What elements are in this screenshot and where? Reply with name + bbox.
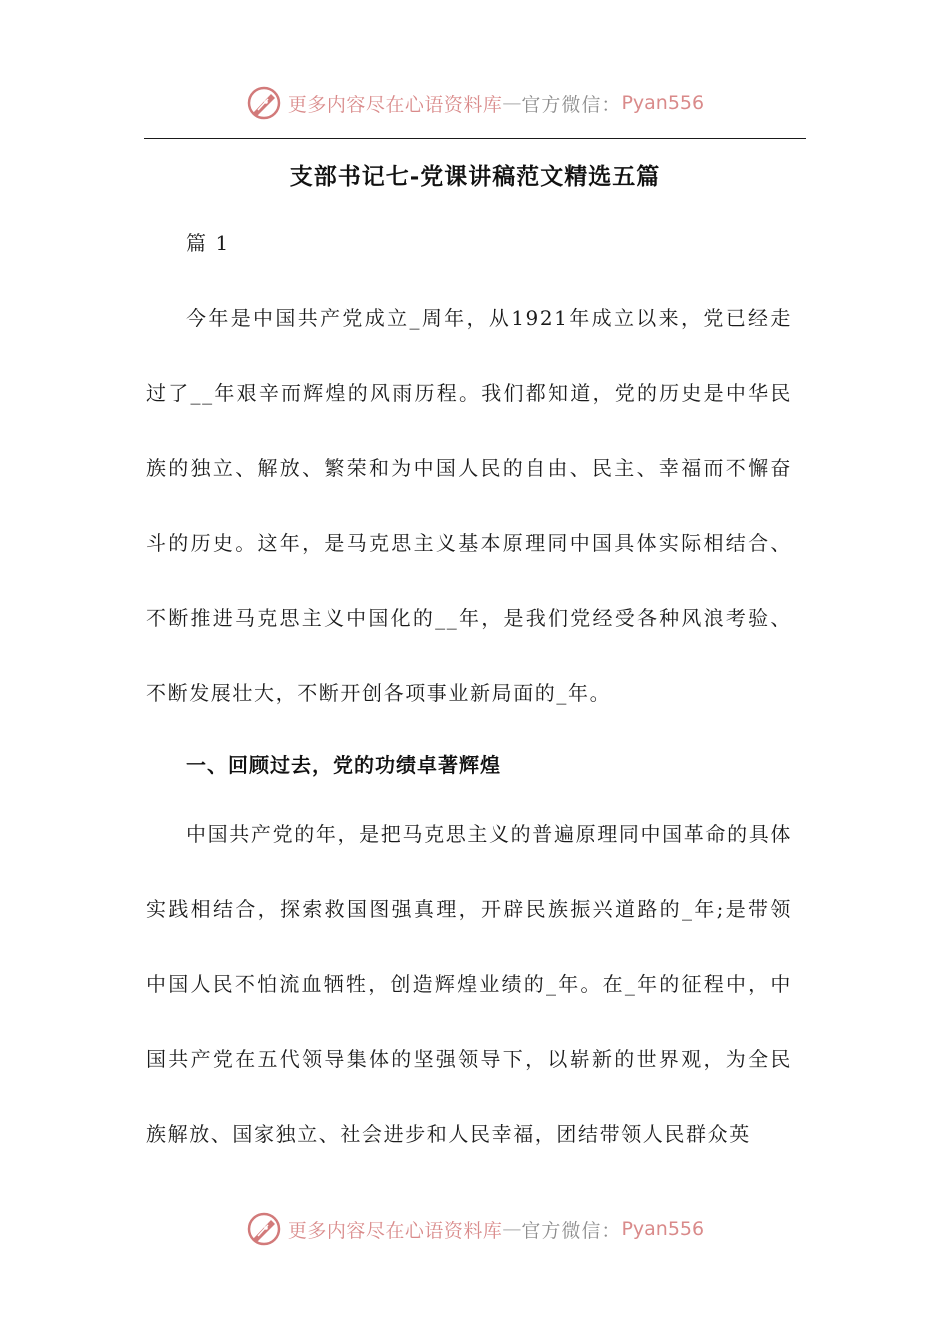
pen-nib-logo-icon — [246, 85, 282, 121]
banner-wechat-id: Pyan556 — [621, 92, 705, 114]
section-heading: 一、回顾过去，党的功绩卓著辉煌 — [186, 753, 501, 777]
banner-wechat-label: 官方微信： — [521, 93, 622, 116]
banner-wechat-id: Pyan556 — [621, 1218, 705, 1240]
document-title: 支部书记七-党课讲稿范文精选五篇 — [289, 163, 661, 190]
banner-text: 更多内容尽在心语资料库 — [287, 1219, 503, 1242]
banner-text: 更多内容尽在心语资料库 — [287, 93, 503, 116]
banner-separator: — — [502, 92, 522, 114]
banner-wechat-label: 官方微信： — [521, 1219, 622, 1242]
section-label: 篇 1 — [186, 231, 230, 255]
document-body — [146, 205, 792, 1172]
header-divider — [144, 138, 806, 139]
paragraph: 今年是中国共产党成立_周年，从1921年成立以来，党已经走过了__年艰辛而辉煌的风雨历程。我们都知道，党的历史是中华民族的独立、解放、繁荣和为中国人民的自由、民主、幸福而不懈奋斗的历史。这年，是马克思主义基本原理同中国具体实际相结合、不断推进马克思主义中国化的__年，是我们党经受各种风浪考验、不断发展壮大，不断开创各项事业新局面的_年。 — [146, 306, 792, 705]
pen-nib-logo-icon — [246, 1211, 282, 1247]
paragraph: 中国共产党的年，是把马克思主义的普遍原理同中国革命的具体实践相结合，探索救国图强真理，开辟民族振兴道路的_年;是带领中国人民不怕流血牺牲，创造辉煌业绩的_年。在_年的征程中，中国共产党在五代领导集体的坚强领导下，以崭新的世界观，为全民族解放、国家独立、社会进步和人民幸福，团结带领人民群众英 — [146, 822, 792, 1146]
footer-banner — [0, 1204, 950, 1254]
banner-separator: — — [502, 1218, 522, 1240]
header-banner — [0, 78, 950, 128]
